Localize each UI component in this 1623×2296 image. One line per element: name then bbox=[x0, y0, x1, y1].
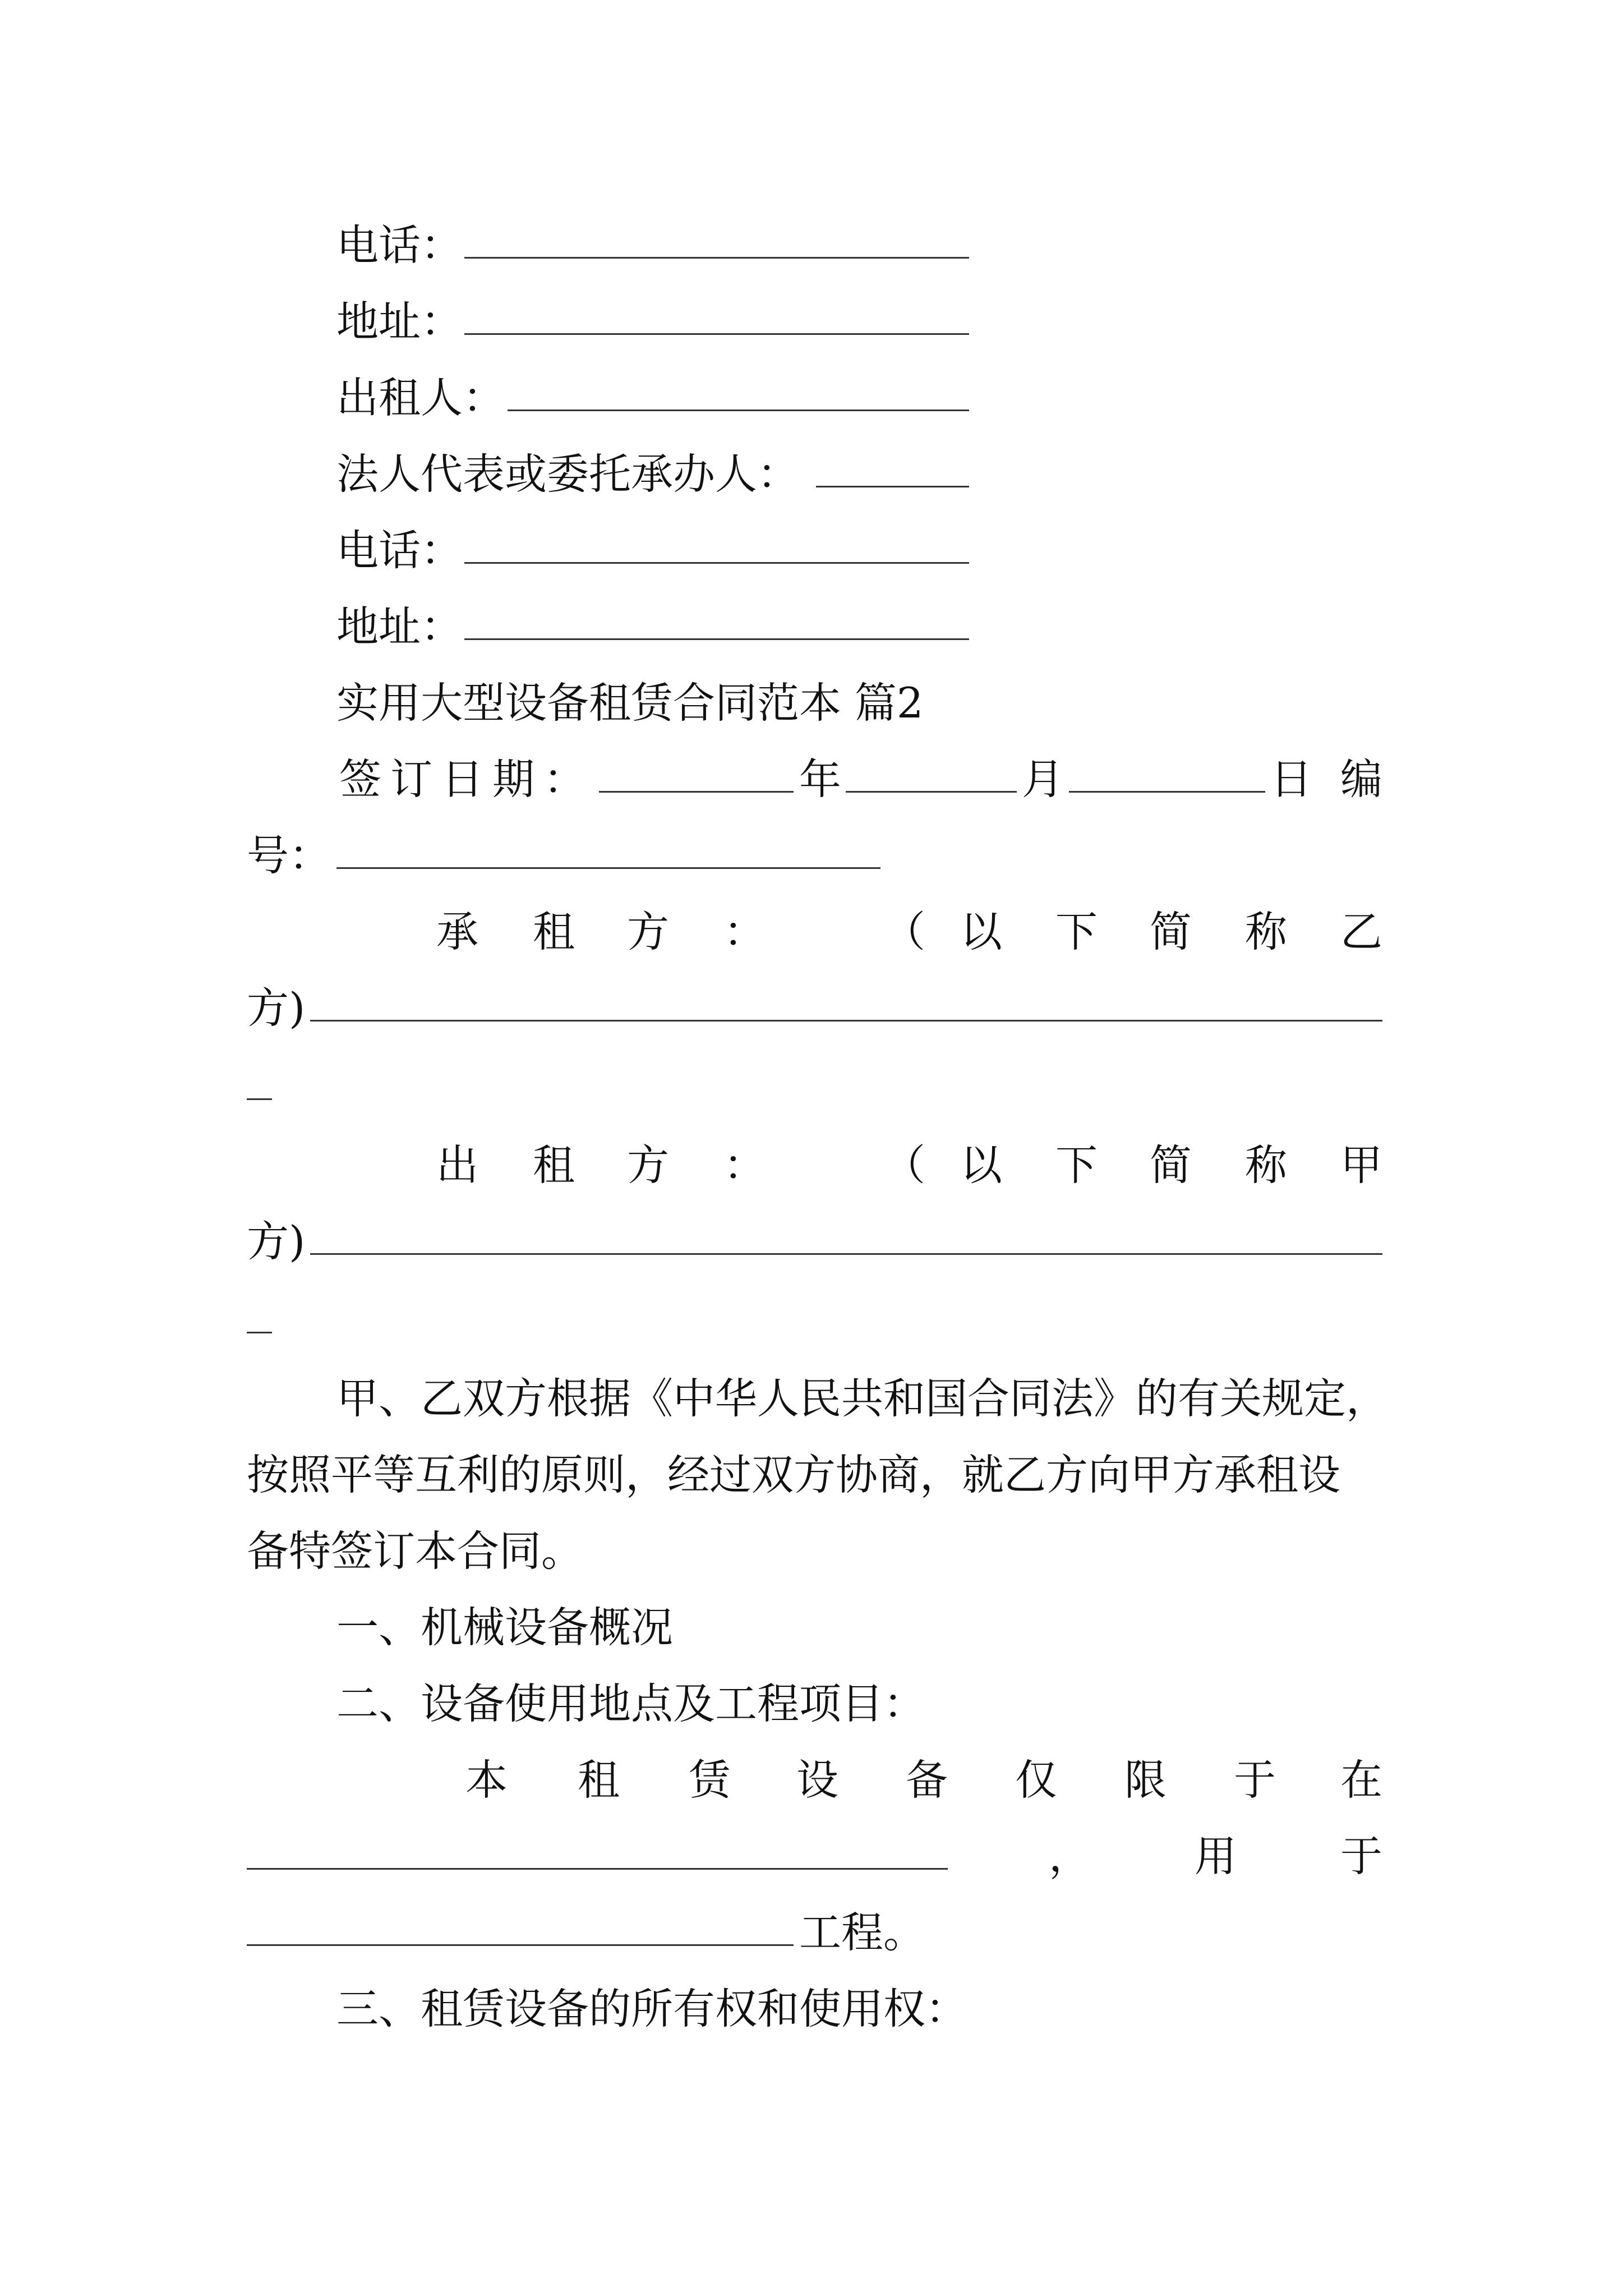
phone-blank[interactable] bbox=[464, 562, 969, 564]
month-blank[interactable] bbox=[846, 791, 1017, 793]
lessor-char: 甲 bbox=[1340, 1140, 1383, 1190]
location-line bbox=[0, 1749, 1623, 1811]
paragraph-line bbox=[0, 1520, 1623, 1582]
lessee-char: 简 bbox=[1150, 907, 1192, 956]
lessee-char: 称 bbox=[1245, 907, 1288, 956]
lessor-tail: 方) bbox=[247, 1217, 306, 1266]
lessor-char: （ bbox=[883, 1140, 926, 1190]
lessor-char: 方 bbox=[627, 1140, 670, 1190]
month-label: 月 bbox=[1022, 754, 1064, 804]
lessor-person-label: 出租人： bbox=[336, 373, 505, 422]
section1-heading: 一、机械设备概况 bbox=[336, 1603, 674, 1652]
phone-field-2 bbox=[0, 519, 1623, 581]
usage-char: 于 bbox=[1340, 1832, 1383, 1881]
location-char: 在 bbox=[1340, 1755, 1383, 1805]
lessor-char: 下 bbox=[1055, 1140, 1098, 1190]
lessee-blank-continuation bbox=[247, 1098, 272, 1100]
lessor-char: 出 bbox=[436, 1140, 479, 1190]
location-char: 本 bbox=[465, 1755, 508, 1805]
lessee-char: ： bbox=[723, 907, 766, 956]
location-blank[interactable] bbox=[247, 1868, 948, 1870]
number-blank[interactable] bbox=[336, 867, 880, 869]
usage-char: 用 bbox=[1195, 1832, 1237, 1881]
lessee-char: 乙 bbox=[1340, 907, 1383, 956]
section2-heading: 二、设备使用地点及工程项目： bbox=[336, 1679, 926, 1728]
legal-rep-blank[interactable] bbox=[816, 486, 969, 487]
lessor-char: 以 bbox=[960, 1140, 1003, 1190]
sign-date-label: 签订日期： bbox=[339, 754, 595, 804]
day-blank[interactable] bbox=[1069, 791, 1265, 793]
number-line bbox=[0, 825, 1623, 886]
section-heading bbox=[0, 1978, 1623, 2040]
location-char: 备 bbox=[906, 1755, 948, 1805]
para1-line2: 按照平等互利的原则，经过双方协商，就乙方向甲方承租设 bbox=[247, 1450, 1341, 1499]
lessee-char: 以 bbox=[960, 907, 1003, 956]
phone-label: 电话： bbox=[336, 526, 463, 575]
lessor-name-line bbox=[0, 1211, 1623, 1272]
number-label-part2: 号： bbox=[247, 831, 331, 880]
phone-field-1 bbox=[0, 214, 1623, 276]
section-heading bbox=[0, 1673, 1623, 1734]
day-label: 日 bbox=[1270, 754, 1313, 804]
para1-line1: 甲、乙双方根据《中华人民共和国合同法》的有关规定， bbox=[336, 1374, 1389, 1423]
address-label: 地址： bbox=[336, 297, 463, 346]
location-char: 赁 bbox=[689, 1755, 731, 1805]
lessor-char: 简 bbox=[1150, 1140, 1192, 1190]
lessor-char: ： bbox=[723, 1140, 766, 1190]
location-char: 仅 bbox=[1015, 1755, 1058, 1805]
lessor-blank-continuation bbox=[247, 1332, 272, 1333]
contract-title: 实用大型设备租赁合同范本 篇2 bbox=[336, 678, 924, 728]
lessee-tail: 方) bbox=[247, 983, 306, 1033]
lessor-line bbox=[0, 1134, 1623, 1196]
lessee-name-line bbox=[0, 977, 1623, 1039]
address-field-2 bbox=[0, 596, 1623, 657]
lessee-char: （ bbox=[883, 907, 926, 956]
usage-line bbox=[0, 1825, 1623, 1887]
project-line bbox=[0, 1902, 1623, 1963]
location-char: 设 bbox=[796, 1755, 839, 1805]
lessor-char: 租 bbox=[533, 1140, 575, 1190]
location-char: 限 bbox=[1124, 1755, 1167, 1805]
year-label: 年 bbox=[799, 754, 842, 804]
lessor-blank[interactable] bbox=[310, 1253, 1382, 1255]
legal-rep-field bbox=[0, 443, 1623, 505]
legal-rep-label: 法人代表或委托承办人： bbox=[336, 449, 800, 499]
lessee-blank[interactable] bbox=[310, 1020, 1382, 1022]
paragraph-line bbox=[0, 1368, 1623, 1429]
location-char: 租 bbox=[578, 1755, 620, 1805]
para1-line3: 备特签订本合同。 bbox=[247, 1526, 584, 1576]
lessee-char: 下 bbox=[1055, 907, 1098, 956]
lessor-char: 称 bbox=[1245, 1140, 1288, 1190]
lessee-char: 方 bbox=[627, 907, 670, 956]
year-blank[interactable] bbox=[599, 791, 794, 793]
lessee-char: 租 bbox=[533, 907, 575, 956]
address-label: 地址： bbox=[336, 602, 463, 651]
address-blank[interactable] bbox=[464, 333, 969, 335]
phone-label: 电话： bbox=[336, 220, 463, 270]
lessee-line bbox=[0, 901, 1623, 963]
section-heading bbox=[0, 1596, 1623, 1658]
sign-date-line bbox=[0, 748, 1623, 810]
address-field-1 bbox=[0, 291, 1623, 352]
project-blank[interactable] bbox=[247, 1944, 794, 1946]
section3-heading: 三、租赁设备的所有权和使用权： bbox=[336, 1984, 968, 2033]
section-title bbox=[0, 672, 1623, 734]
lessor-person-blank[interactable] bbox=[508, 409, 969, 411]
location-char: 于 bbox=[1234, 1755, 1276, 1805]
paragraph-line bbox=[0, 1444, 1623, 1506]
project-tail: 工程。 bbox=[799, 1908, 926, 1957]
address-blank[interactable] bbox=[464, 638, 969, 640]
lessor-person-field bbox=[0, 367, 1623, 429]
lessee-char: 承 bbox=[436, 907, 479, 956]
phone-blank[interactable] bbox=[464, 257, 969, 259]
usage-comma: ， bbox=[1049, 1832, 1091, 1881]
number-label-part1: 编 bbox=[1340, 754, 1383, 804]
